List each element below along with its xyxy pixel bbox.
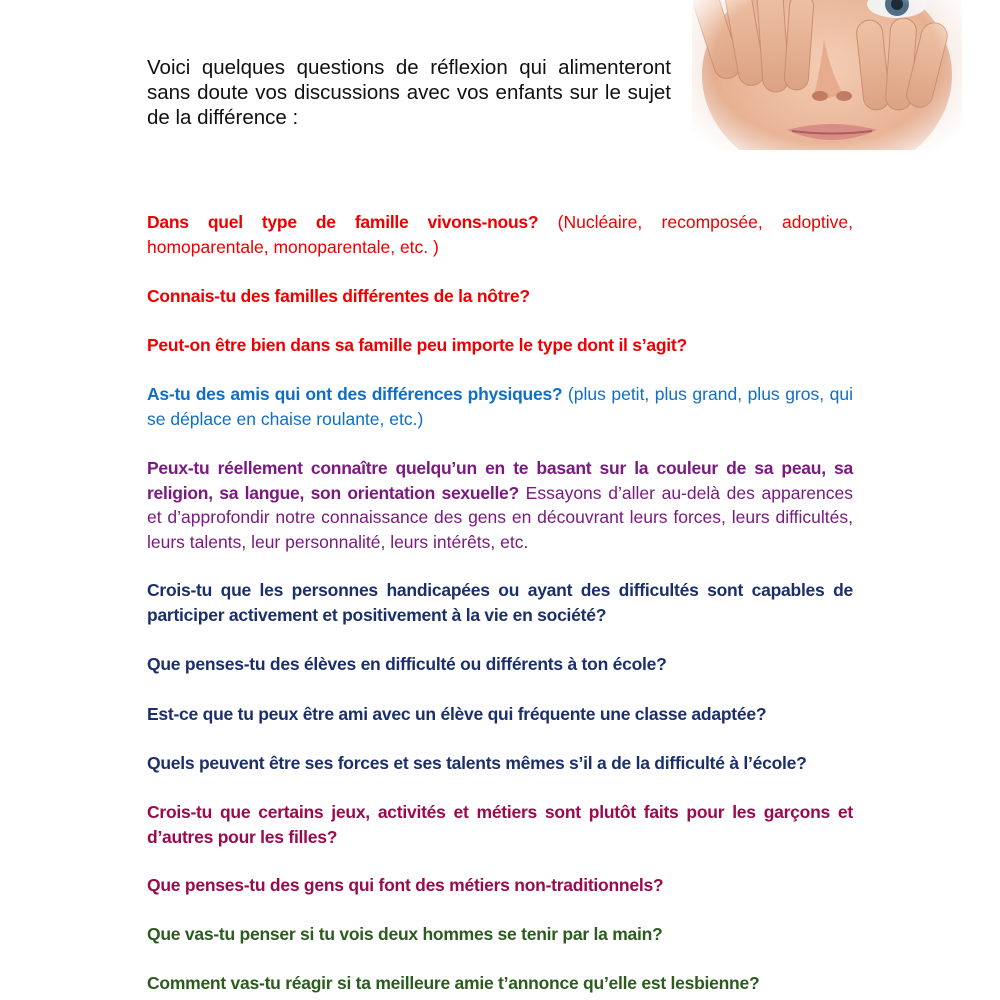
child-covering-eyes-illustration: [692, 0, 962, 150]
question-text: Que penses-tu des élèves en difficulté ou différents à ton école?: [147, 654, 667, 674]
question-note: (plus petit, plus grand, plus gros, qui se déplace en chaise roulante, etc.): [147, 384, 853, 429]
question-text: Dans quel type de famille vivons-nous?: [147, 212, 539, 232]
question-text: Crois-tu que les personnes handicapées ou ayant des difficultés sont capables de participer activement et positivement à la vie en société?: [147, 580, 853, 625]
question-text: Crois-tu que certains jeux, activités et métiers sont plutôt faits pour les garçons et d’autres pour les filles?: [147, 802, 853, 847]
question-physical-differences: [147, 382, 853, 431]
question-students-difficulty: [147, 652, 853, 677]
question-note: (Nucléaire, recomposée, adoptive, homoparentale, monoparentale, etc. ): [147, 212, 853, 257]
question-text: Connais-tu des familles différentes de la nôtre?: [147, 286, 530, 306]
intro-paragraph: Voici quelques questions de réflexion qui alimenteront sans doute vos discussions avec vos enfants sur le sujet de la différence :: [147, 56, 671, 129]
question-different-families: [147, 284, 853, 309]
question-strengths-talents: [147, 751, 853, 776]
question-family-type: [147, 210, 853, 259]
question-text: As-tu des amis qui ont des différences physiques?: [147, 384, 563, 404]
question-text: Quels peuvent être ses forces et ses talents mêmes s’il a de la difficulté à l’école?: [147, 753, 807, 773]
question-text: Peux-tu réellement connaître quelqu’un en te basant sur la couleur de sa peau, sa religion, sa langue, son orientation sexuelle?: [147, 458, 853, 503]
question-text: Peut-on être bien dans sa famille peu importe le type dont il s’agit?: [147, 335, 687, 355]
question-text: Est-ce que tu peux être ami avec un élève qui fréquente une classe adaptée?: [147, 704, 767, 724]
question-happy-in-family: [147, 333, 853, 358]
question-gender-activities: [147, 800, 853, 849]
question-best-friend-lesbian: [147, 971, 853, 996]
question-adapted-class-friend: [147, 702, 853, 727]
question-text: Que vas-tu penser si tu vois deux hommes se tenir par la main?: [147, 924, 663, 944]
question-text: Que penses-tu des gens qui font des métiers non-traditionnels?: [147, 875, 664, 895]
question-know-someone: [147, 456, 853, 554]
question-two-men-holding-hands: [147, 922, 853, 947]
question-non-traditional-jobs: [147, 873, 853, 898]
question-disabled-people: [147, 578, 853, 627]
question-note: Essayons d’aller au-delà des apparences et d’approfondir notre connaissance des gens en découvrant leurs forces, leurs difficultés, leurs talents, leur personnalité, leurs intérêts, etc.: [147, 482, 853, 552]
question-text: Comment vas-tu réagir si ta meilleure amie t’annonce qu’elle est lesbienne?: [147, 973, 760, 993]
child-covering-eyes-photo: [692, 0, 962, 150]
